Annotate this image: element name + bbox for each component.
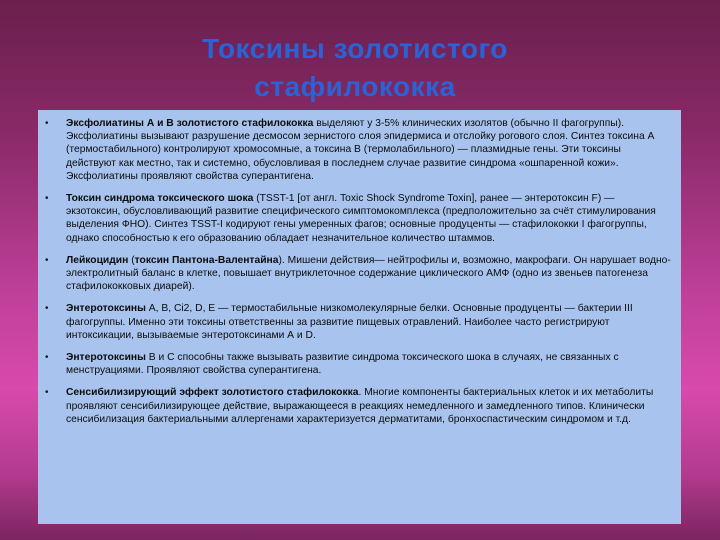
bullet-item-exfoliatins bbox=[45, 117, 671, 183]
title-line-1: Токсины золотистого bbox=[202, 33, 508, 64]
slide-title bbox=[120, 30, 590, 106]
bullet-text: . Многие компоненты бактериальных клеток и их метаболиты проявляют сенсибилизирующее действие, выражающееся в реакциях немедленного и замедленного типов. Клинически сенсибилизация бактериальными аллергенами характеризуется дерматитами, бронхоспастическим синдромом и т.д. bbox=[66, 387, 654, 425]
bullet-item-leukocidin bbox=[45, 254, 671, 294]
bullet-lead: Энтеротоксины bbox=[66, 352, 146, 364]
bullet-item-enterotoxins-1 bbox=[45, 302, 671, 342]
bullet-text: ). Мишени действия— нейтрофилы и, возможно, макрофаги. Он нарушает водно-электролитный баланс в клетке, повышает внутриклеточное содержание циклического АМФ (одно из звеньев патогенеза стафилококковых диарей). bbox=[66, 254, 671, 293]
bullet-text: В и С способны также вызывать развитие синдрома токсического шока в случаях, не связанных с менструациями. Проявляют свойства суперантигена. bbox=[66, 352, 619, 377]
bullet-icon: • bbox=[45, 387, 49, 399]
bullet-text-paren: ( bbox=[128, 254, 135, 266]
bullet-icon: • bbox=[45, 303, 49, 315]
bullet-icon: • bbox=[45, 193, 49, 205]
bullet-list bbox=[45, 117, 671, 426]
bullet-icon: • bbox=[45, 352, 49, 364]
bullet-item-tsst bbox=[45, 192, 671, 245]
bullet-lead: Лейкоцидин bbox=[66, 254, 129, 266]
bullet-lead: Эксфолиатины А и В золотистого стафилококка bbox=[66, 118, 314, 129]
bullet-lead: Сенсибилизирующий эффект золотистого стафилококка bbox=[66, 387, 359, 399]
bullet-text: (TSST-1 [от англ. Toxic Shock Syndrome Toxin], ранее — энтеротоксин F) — экзотоксин, обусловливающий развитие специфического симптомокомплекса (предположительно за счёт стимулирования выделения ФНО). Синтез TSST-I кодируют гены умеренных фагов; основные продуценты — стафилококки I фагогруппы, однако способностью к его образованию обладает незначительное количество штаммов. bbox=[66, 193, 656, 244]
bullet-lead: Энтеротоксины bbox=[66, 303, 146, 315]
bullet-item-enterotoxins-2 bbox=[45, 351, 671, 377]
bullet-lead-2: токсин Пантона-Валентайна bbox=[134, 254, 279, 266]
bullet-icon: • bbox=[45, 254, 49, 266]
bullet-text: А, В, Ci2, D, Е — термостабильные низкомолекулярные белки. Основные продуценты — бактерии III фагогруппы. Именно эти токсины ответственны за развитие пищевых отравлений. Наиболее часто регистрируют интоксикации, вызываемые энтеротоксинами А и D. bbox=[66, 303, 633, 341]
bullet-icon: • bbox=[45, 118, 49, 129]
bullet-item-sensitization bbox=[45, 386, 671, 426]
content-panel bbox=[38, 110, 681, 524]
bullet-lead: Токсин синдрома токсического шока bbox=[66, 193, 254, 205]
title-line-2: стафилококка bbox=[254, 71, 456, 102]
bullet-text: выделяют у 3-5% клинических изолятов (обычно II фагогруппы). Эксфолиатины вызывают разрушение десмосом зернистого слоя эпидермиса и отслойку рогового слоя. Синтез токсина А (термостабильного) контролируют хромосомные, а токсина В (термолабильного) — плазмидные гены. Эти токсины действуют как местно, так и системно, обусловливая в последнем случае развитие синдрома «ошпаренной кожи». Эксфолиатины проявляют свойства суперантигена. bbox=[66, 118, 655, 182]
